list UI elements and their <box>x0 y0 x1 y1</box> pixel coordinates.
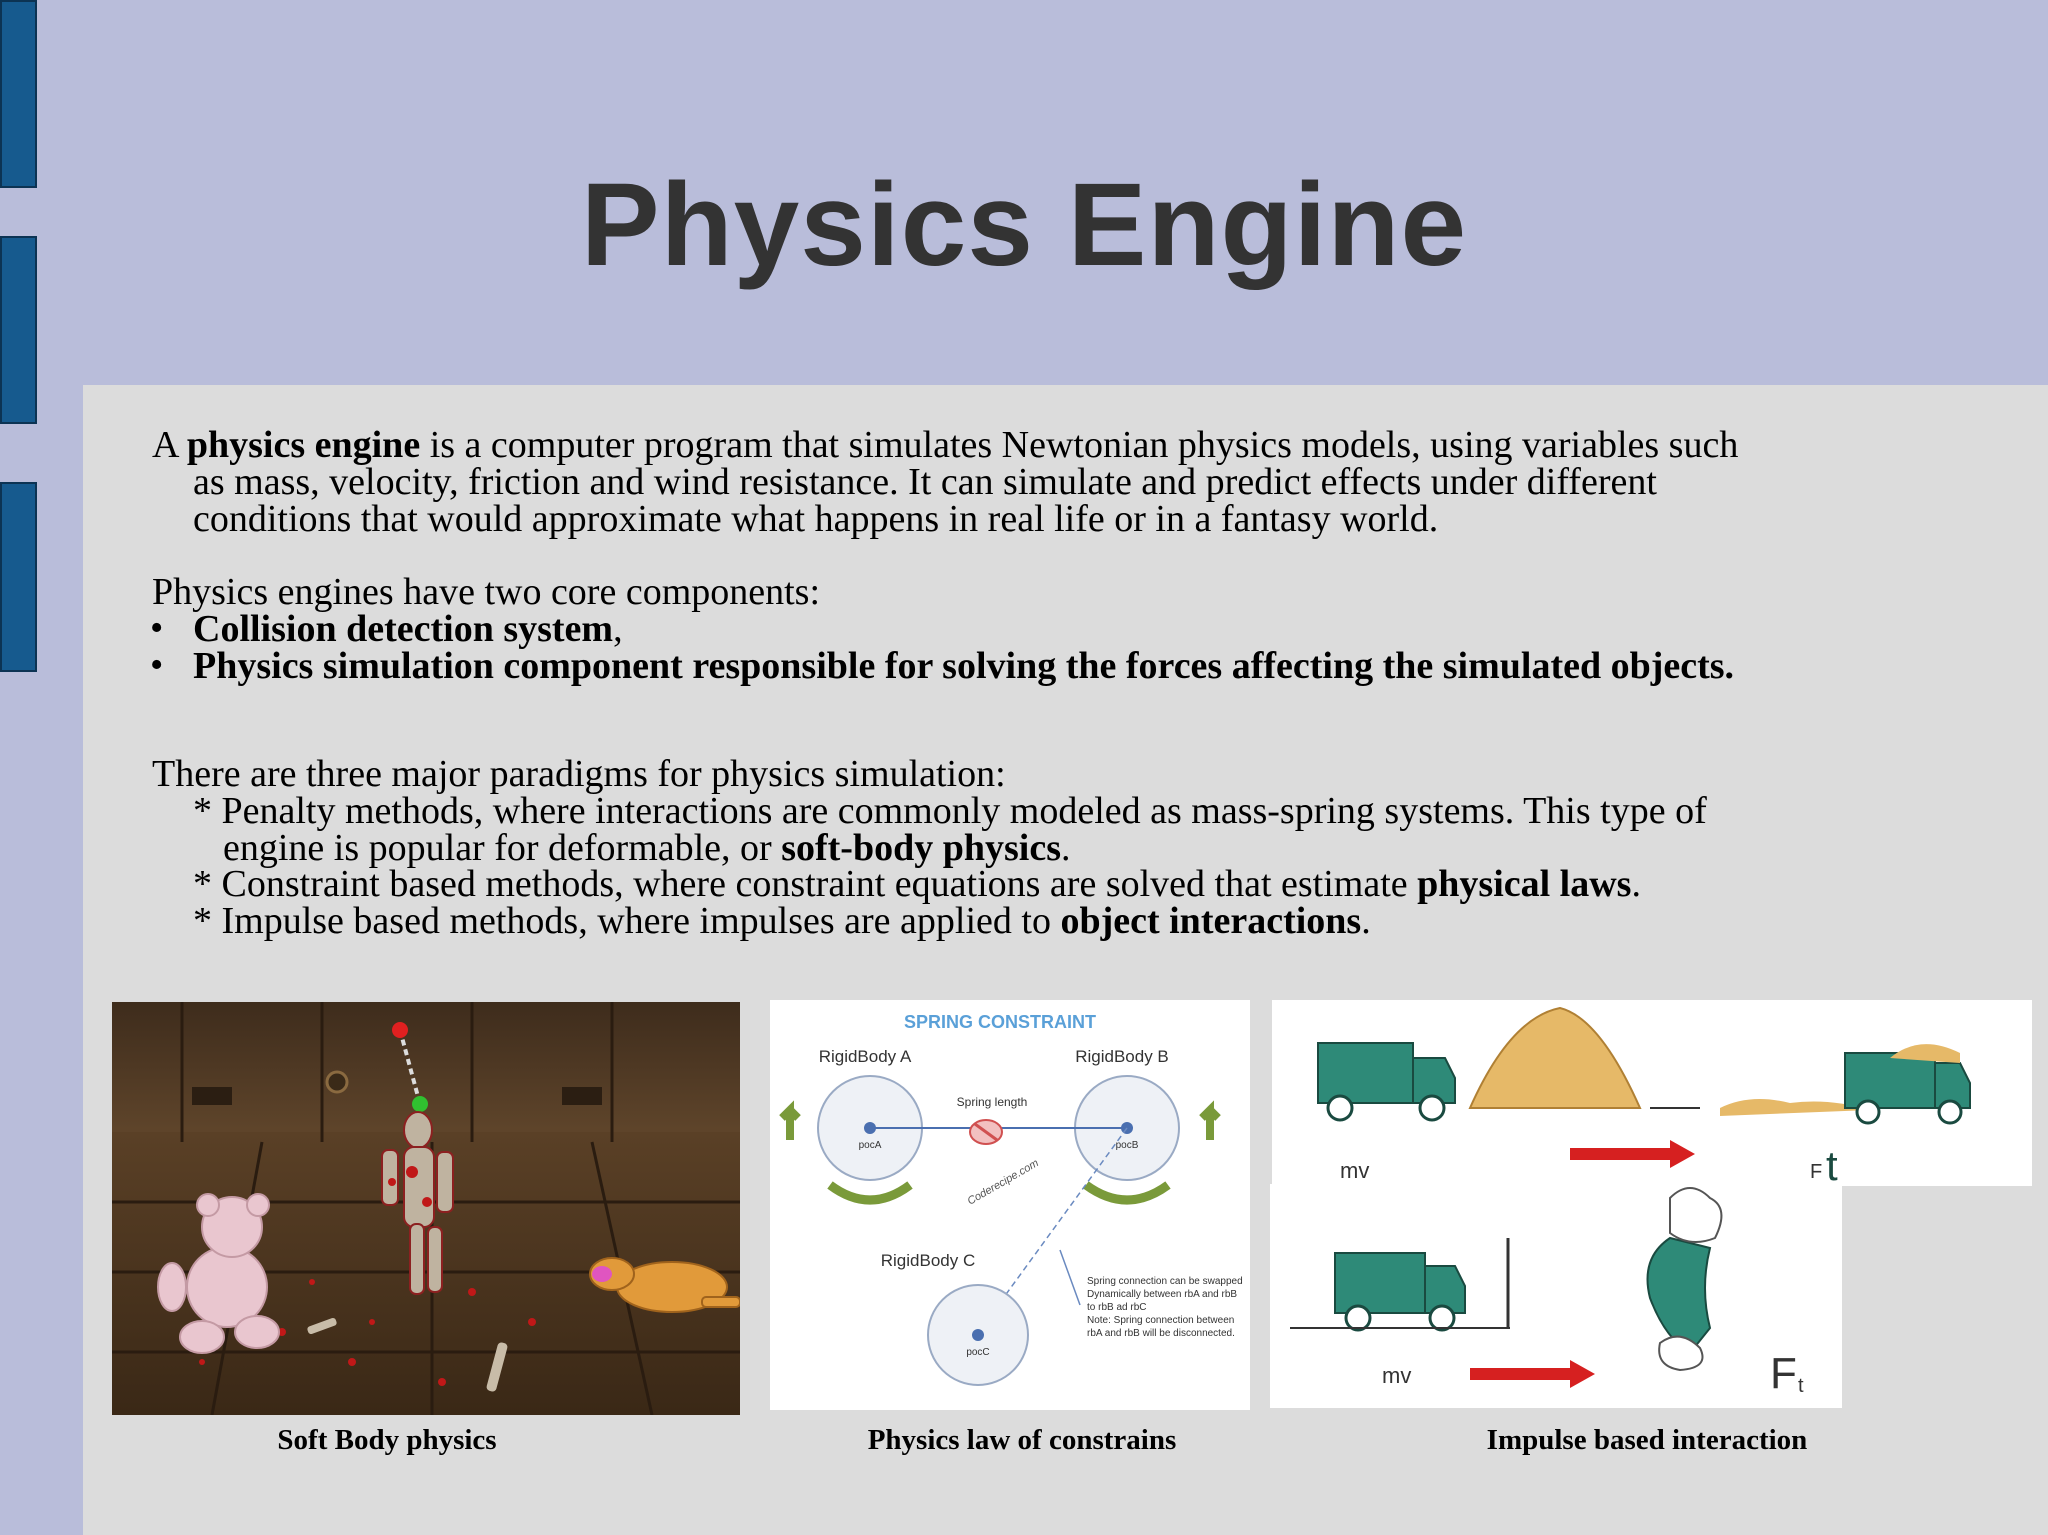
spring-constraint-diagram <box>770 1000 1250 1410</box>
mv-bottom-label: mv <box>1382 1363 1412 1388</box>
para1-line3: conditions that would approximate what happens in real life or in a fantasy world. <box>193 498 1439 540</box>
note-line-4: Note: Spring connection between <box>1087 1315 1235 1326</box>
bullet-1: • <box>150 607 164 649</box>
watermark: Coderecipe.com <box>965 1157 1041 1208</box>
spring-title: SPRING CONSTRAINT <box>903 1012 1097 1032</box>
paradigm-3-post: . <box>1361 900 1371 942</box>
mv-top-label: mv <box>1340 1158 1370 1183</box>
spring-length-label: Spring length <box>956 1095 1028 1109</box>
note-line-3: to rbB ad rbC <box>1087 1302 1147 1313</box>
rigidbody-b-label: RigidBody B <box>1075 1047 1169 1066</box>
ft-bottom-label: F <box>1770 1349 1797 1398</box>
para1-line2: as mass, velocity, friction and wind resistance. It can simulate and predict effects under different <box>193 461 1657 503</box>
note-line-2: Dynamically between rbA and rbB <box>1087 1289 1238 1300</box>
rigidbody-c-label: RigidBody C <box>880 1251 976 1270</box>
slide-title: Physics Engine <box>580 159 1468 291</box>
paradigm-1-line2-pre: engine is popular for deformable, or <box>223 827 782 869</box>
paradigm-1-line2-post: . <box>1061 827 1071 869</box>
bullet-2: • <box>150 644 164 686</box>
component-item-2 <box>193 645 1735 687</box>
paradigm-1-term: soft-body physics <box>781 827 1061 869</box>
rigidbody-a-label: RigidBody A <box>818 1047 912 1066</box>
ft-top-sub: t <box>1826 1142 1838 1189</box>
component-item-2-label: Physics simulation component responsible for solving the forces affecting the simulated objects. <box>193 645 1735 687</box>
component-item-1-suffix: , <box>613 608 623 650</box>
poc-b-label: pocB <box>1115 1140 1139 1151</box>
caption-impulse: Impulse based interaction <box>1486 1424 1808 1456</box>
ft-top-label: F <box>1810 1161 1823 1183</box>
caption-soft-body: Soft Body physics <box>277 1424 497 1456</box>
paradigm-2 <box>193 863 1641 905</box>
ft-bottom-sub: t <box>1798 1375 1804 1397</box>
note-line-1: Spring connection can be swapped <box>1087 1276 1243 1287</box>
paradigm-2-pre: * Constraint based methods, where constraint equations are solved that estimate <box>193 863 1418 905</box>
spring-constraint-image <box>770 1000 1250 1410</box>
para1-prefix: A <box>152 424 187 466</box>
spring-coil-icon <box>970 1120 1002 1144</box>
component-item-1 <box>193 608 623 650</box>
para1-term: physics engine <box>186 424 421 466</box>
paradigms-intro: There are three major paradigms for physics simulation: <box>152 753 1006 795</box>
poc-a-label: pocA <box>858 1140 882 1151</box>
paradigm-3-term: object interactions <box>1060 900 1362 942</box>
para1-line1-rest: is a computer program that simulates Newtonian physics models, using variables such <box>420 424 1739 466</box>
note-line-5: rbA and rbB will be disconnected. <box>1087 1328 1235 1339</box>
impulse-illustration <box>1270 998 2032 1410</box>
para1-line1 <box>152 424 2002 466</box>
caption-constrains: Physics law of constrains <box>867 1424 1177 1456</box>
paradigm-2-term: physical laws <box>1417 863 1632 905</box>
paradigm-2-post: . <box>1631 863 1641 905</box>
soft-body-image <box>112 1002 740 1415</box>
soft-body-scene <box>112 1002 740 1415</box>
impulse-image <box>1270 998 2032 1410</box>
paradigm-3-pre: * Impulse based methods, where impulses are applied to <box>193 900 1061 942</box>
paradigm-1-line2 <box>223 827 1071 869</box>
paradigm-1-line1: * Penalty methods, where interactions are commonly modeled as mass-spring systems. This type of <box>193 790 1707 832</box>
paradigm-3 <box>193 900 1371 942</box>
poc-c-label: pocC <box>966 1347 990 1358</box>
components-intro: Physics engines have two core components: <box>152 571 821 613</box>
decor-block-bottom <box>0 482 37 672</box>
component-item-1-label: Collision detection system <box>193 608 614 650</box>
